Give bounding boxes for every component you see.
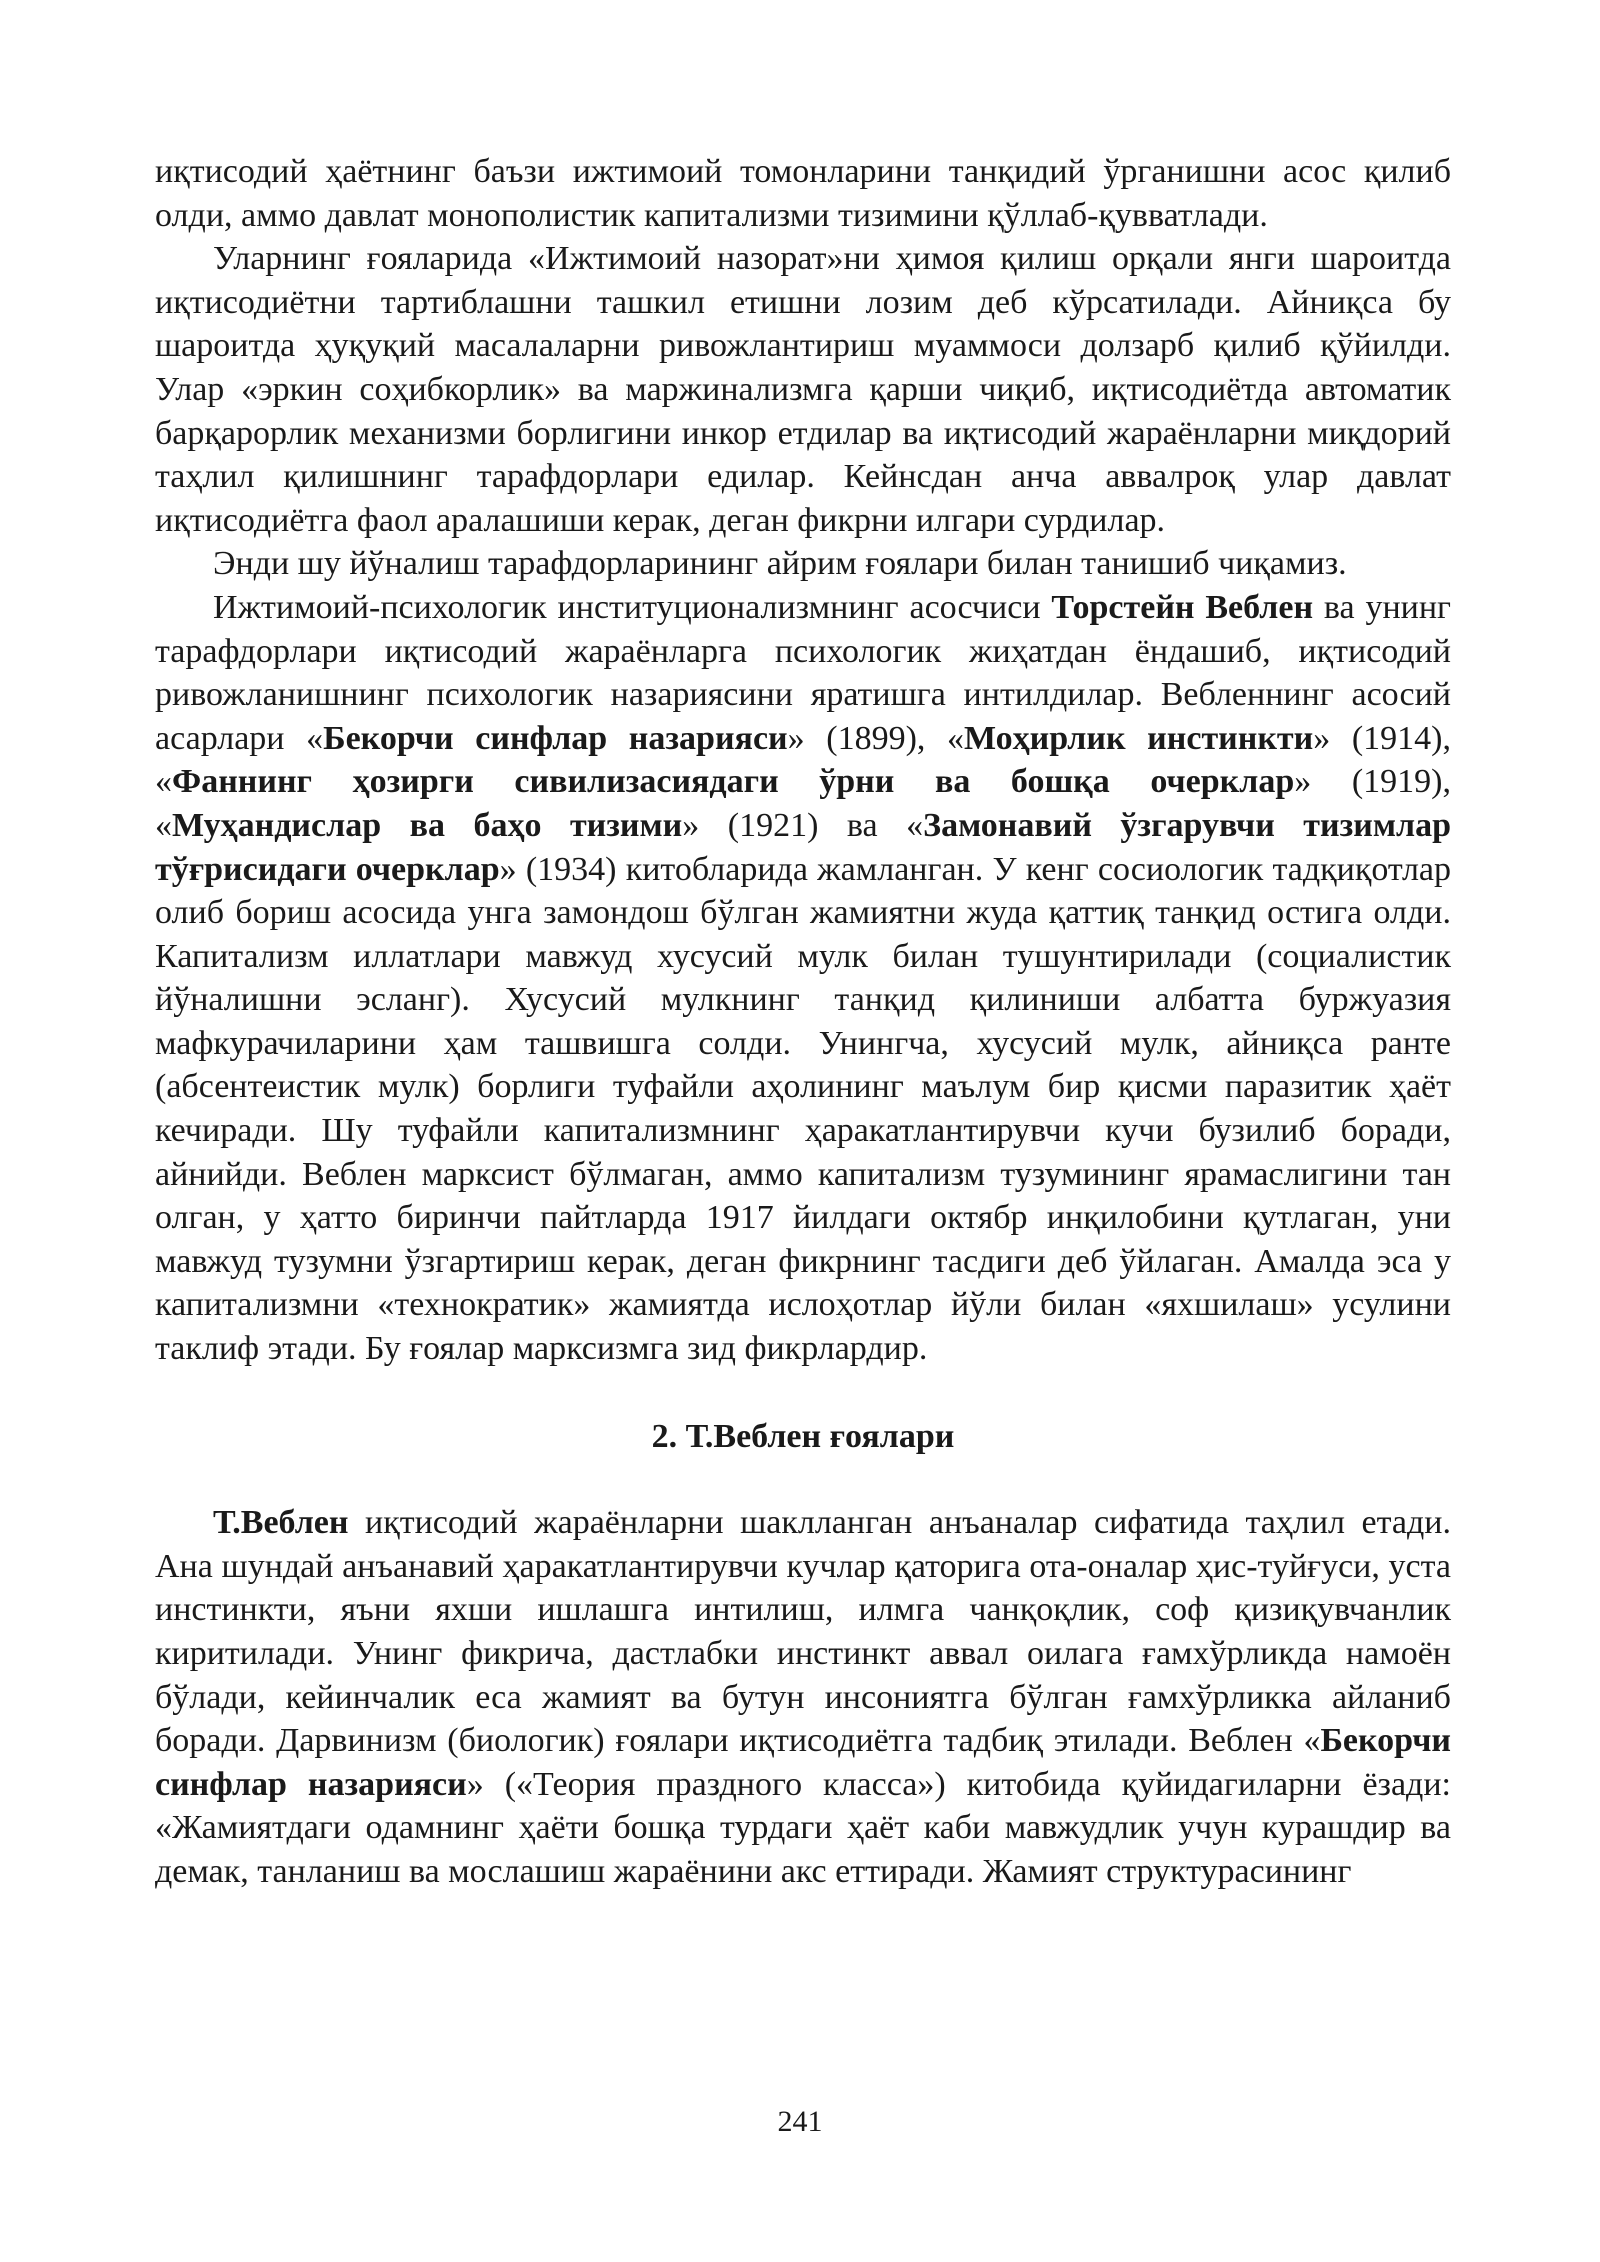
bold-text: Фаннинг ҳозирги сивилизасиядаги ўрни ва бошқа очерклар (172, 763, 1295, 801)
bold-text: Моҳирлик инстинкти (964, 719, 1314, 757)
section-heading: 2. Т.Веблен ғоялари (651, 1417, 955, 1455)
text-run: иқтисодий жараёнларни шаклланган анъаналар сифатида таҳлил етади. Ана шундай анъанавий ҳаракатлантирувчи кучлар қаторига ота-оналар ҳис-туйғуси, уста инстинкти, яъни яхши ишлашга интилиш, илмга чанқоқлик, соф қизиқувчанлик киритилади. Унинг фикрича, дастлабки инстинкт аввал оилага ғамхўрликда намоён бўлади, кейинчалик еса жамият ва бутун инсониятга бўлган ғамхўрликка айланиб боради. Дарвинизм (биологик) ғоялари иқтисодиётга тадбиқ этилади. Веблен « (155, 1504, 1451, 1760)
bold-text: Бекорчи синфлар назарияси (155, 1722, 1451, 1803)
text-run: » («Теория праздного класса») китобида қуйидагиларни ёзади: «Жамиятдаги одамнинг ҳаёти бошқа турдаги ҳаёт каби мавжудлик учун курашдир ва демак, танланиш ва мослашиш жараёнини акс еттиради. Жамият структурасининг (155, 1765, 1451, 1890)
document-page (155, 150, 1451, 1894)
bold-text: Муҳандислар ва баҳо тизими (172, 806, 683, 844)
paragraph (155, 586, 1451, 1371)
text-run: » (1914), « (155, 719, 1451, 801)
text-run: Уларнинг ғояларида «Ижтимоий назорат»ни ҳимоя қилиш орқали янги шароитда иқтисодиётни тартиблашни ташкил етишни лозим деб кўрсатилади. Айниқса бу шароитда ҳуқуқий масалаларни ривожлантириш муаммоси долзарб қилиб қўйилди. Улар «эркин соҳибкорлик» ва маржинализмга қарши чиқиб, иқтисодиётда автоматик барқарорлик механизми борлигини инкор етдилар ва иқтисодий жараёнларни миқдорий таҳлил қилишнинг тарафдорлари едилар. Кейнсдан анча аввалроқ улар давлат иқтисодиётга фаол аралашиши керак, деган фикрни илгари сурдилар. (155, 240, 1451, 539)
bold-text: Торстейн Веблен (1051, 588, 1314, 626)
paragraph (155, 237, 1451, 542)
bold-text: Бекорчи синфлар назарияси (323, 719, 788, 757)
paragraph (155, 150, 1451, 237)
bold-text: Т.Веблен (213, 1504, 349, 1542)
body-text-after (155, 1501, 1451, 1893)
text-run: иқтисодий ҳаётнинг баъзи ижтимоий томонларини танқидий ўрганишни асос қилиб олди, аммо давлат монополистик капитализми тизимини қўллаб-қувватлади. (155, 153, 1451, 234)
paragraph (155, 1501, 1451, 1893)
text-run: Ижтимоий-психологик институционализмнинг асосчиси (213, 588, 1052, 626)
text-run: ва унинг тарафдорлари иқтисодий жараёнларга психологик жиҳатдан ёндашиб, иқтисодий ривожланишнинг психологик назариясини яратишга интилдилар. Вебленнинг асосий асарлари « (155, 588, 1451, 757)
text-run: » (1934) китобларида жамланган. У кенг сосиологик тадқиқотлар олиб бориш асосида унга замондош бўлган жамиятни жуда қаттиқ танқид остига олди. Капитализм иллатлари мавжуд хусусий мулк билан тушунтирилади (социалистик йўналишни эсланг). Хусусий мулкнинг танқид қилиниши албатта буржуазия мафкурачиларини ҳам ташвишга солди. Унингча, хусусий мулк, айниқса ранте (абсентеистик мулк) борлиги туфайли аҳолининг маълум бир қисми паразитик ҳаёт кечиради. Шу туфайли капитализмнинг ҳаракатлантирувчи кучи бузилиб боради, айнийди. Веблен марксист бўлмаган, аммо капитализм тузумининг ярамаслигини тан олган, у ҳатто биринчи пайтларда 1917 йилдаги октябр инқилобини қутлаган, уни мавжуд тузумни ўзгартириш керак, деган фикрнинг тасдиги деб ўйлаган. Амалда эса у капитализмни «технократик» жамиятда ислоҳотлар йўли билан «яхшилаш» усулини таклиф этади. Бу ғоялар марксизмга зид фикрлардир. (155, 850, 1451, 1368)
text-run: » (1899), « (787, 719, 965, 757)
text-run: Энди шу йўналиш тарафдорларининг айрим ғоялари билан танишиб чиқамиз. (213, 545, 1347, 583)
text-run: » (1919), « (155, 763, 1451, 844)
bold-text: Замонавий ўзгарувчи тизимлар тўғрисидаги очерклар (155, 806, 1451, 888)
text-run: » (1921) ва « (682, 806, 924, 844)
body-text-before (155, 150, 1451, 1371)
paragraph (155, 542, 1451, 586)
page-number: 241 (777, 2105, 823, 2138)
